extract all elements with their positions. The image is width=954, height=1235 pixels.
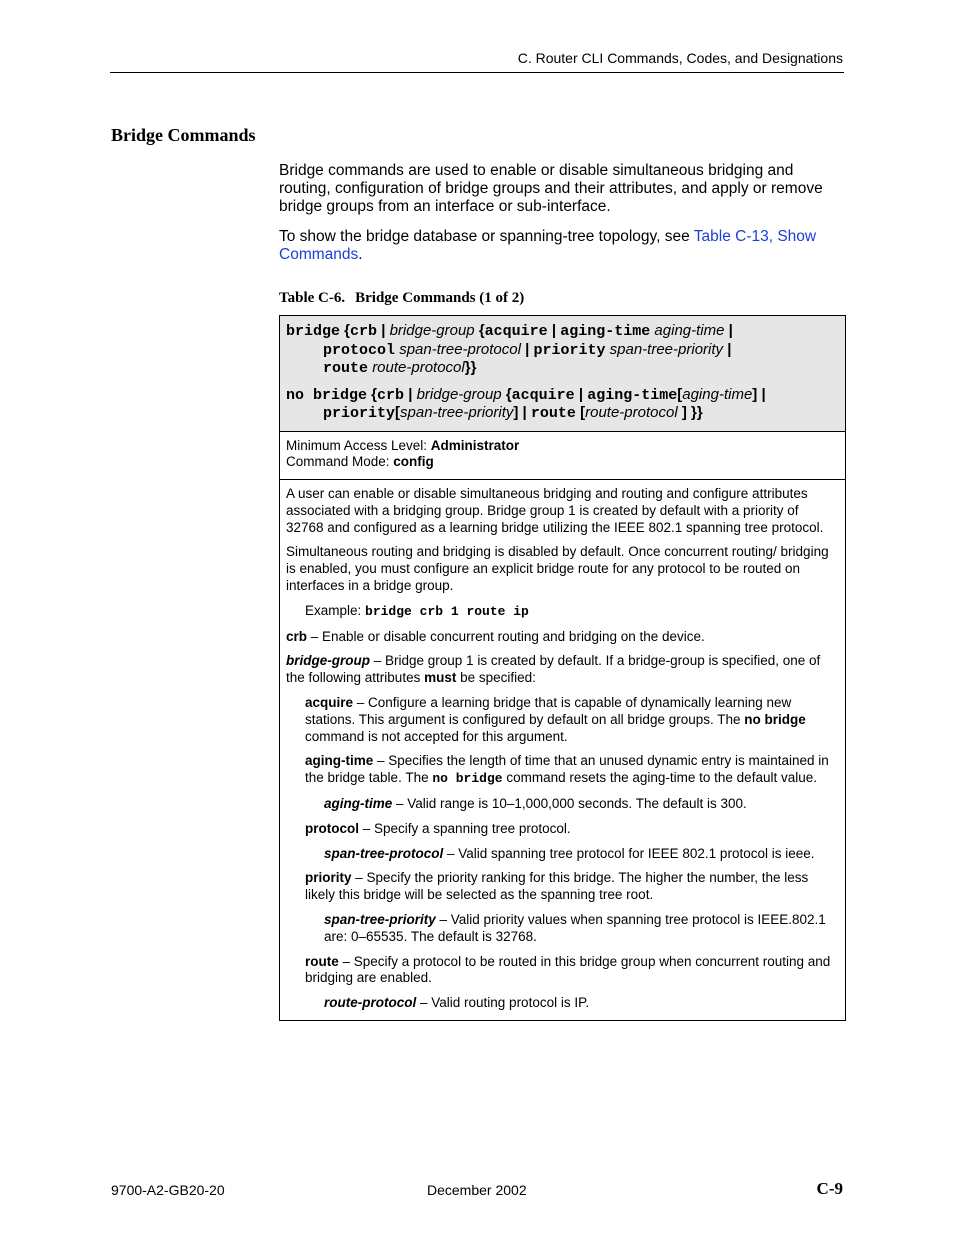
kw-crb: crb bbox=[350, 323, 378, 340]
desc-paragraph-2: Simultaneous routing and bridging is disabled by default. Once concurrent routing/ bridging is enabled, you must configure an explicit bridge route for any protocol to be routed on interfaces in a bridge group. bbox=[286, 544, 829, 594]
def-aging-time bbox=[305, 753, 839, 788]
def-acquire bbox=[305, 695, 839, 745]
intro-2-end: . bbox=[358, 246, 363, 263]
kw-bridge: bridge bbox=[286, 323, 341, 340]
def-text-end: command resets the aging-time to the default value. bbox=[502, 770, 817, 786]
term-span-tree-priority: span-tree-priority bbox=[324, 912, 436, 928]
param-bridge-group: bridge-group bbox=[416, 385, 502, 403]
example-label: Example: bbox=[305, 602, 366, 618]
table-c13-link[interactable]: Table C-13, Show Commands bbox=[279, 228, 817, 263]
punct: | bbox=[377, 322, 390, 339]
punct: [ bbox=[575, 404, 586, 421]
table-caption-number: Table C-6. bbox=[279, 290, 346, 306]
code-no-bridge: no bridge bbox=[432, 771, 503, 787]
term-aging-time: aging-time bbox=[305, 753, 374, 769]
kw-route: route bbox=[530, 405, 576, 422]
def-bridge-group bbox=[286, 653, 839, 687]
punct: ] }} bbox=[677, 404, 703, 421]
kw-crb: crb bbox=[377, 386, 405, 404]
term-acquire: acquire bbox=[305, 695, 354, 711]
intro-paragraph-1: Bridge commands are used to enable or disable simultaneous bridging and routing, configuration of bridge groups and their attributes, and apply or remove bridge groups from an interface or sub-interface. bbox=[279, 162, 823, 215]
term-span-tree-protocol: span-tree-protocol bbox=[324, 845, 444, 861]
term-route-protocol: route-protocol bbox=[324, 995, 417, 1011]
kw-aging-time: aging-time bbox=[587, 386, 678, 404]
def-text: – Specifies the length of time that an unused dynamic entry is maintained in the bridge table. The bbox=[305, 753, 829, 786]
example bbox=[305, 603, 839, 621]
kw-protocol: protocol bbox=[323, 341, 396, 359]
access-level-label: Minimum Access Level: bbox=[286, 437, 431, 453]
param-bridge-group: bridge-group bbox=[389, 322, 475, 339]
def-text: – Specify a spanning tree protocol. bbox=[359, 820, 571, 836]
emphasis-must: must bbox=[424, 670, 457, 686]
punct: { bbox=[340, 322, 351, 339]
param-span-tree-priority: span-tree-priority bbox=[400, 404, 514, 421]
def-priority bbox=[305, 870, 839, 904]
intro-2-text: To show the bridge database or spanning-tree topology, see bbox=[279, 228, 694, 245]
param-aging-time: aging-time bbox=[682, 385, 753, 403]
syntax-cell bbox=[280, 316, 845, 432]
punct: | bbox=[547, 322, 561, 339]
table-caption-title: Bridge Commands (1 of 2) bbox=[355, 290, 525, 306]
header-rule bbox=[110, 72, 844, 73]
def-text-end: be specified: bbox=[456, 670, 536, 686]
punct: | bbox=[723, 340, 732, 358]
section-title: Bridge Commands bbox=[111, 125, 256, 145]
param-route-protocol: route-protocol bbox=[372, 359, 465, 376]
punct: ] | bbox=[513, 404, 531, 421]
kw-no-bridge: no bridge bbox=[286, 386, 368, 404]
intro-text bbox=[279, 162, 839, 276]
def-text: – Valid routing protocol is IP. bbox=[416, 995, 590, 1011]
punct: }} bbox=[464, 359, 477, 376]
command-mode-value: config bbox=[393, 454, 434, 470]
kw-acquire: acquire bbox=[511, 386, 575, 404]
def-text: – Valid priority values when spanning tree protocol is IEEE.802.1 are: 0–65535. The default is 32768. bbox=[324, 912, 826, 944]
term-aging-time-param: aging-time bbox=[324, 796, 393, 812]
footer-doc-number: 9700-A2-GB20-20 bbox=[111, 1182, 225, 1198]
kw-aging-time: aging-time bbox=[560, 323, 651, 340]
term-crb: crb bbox=[286, 628, 308, 644]
def-text-end: command is not accepted for this argument. bbox=[305, 728, 568, 744]
punct: { bbox=[367, 385, 378, 403]
term-protocol: protocol bbox=[305, 820, 359, 836]
syntax-no-line-2 bbox=[286, 404, 839, 423]
def-text: – Configure a learning bridge that is capable of dynamically learning new stations. This argument is configured by default on all bridge groups. The bbox=[305, 695, 792, 727]
def-text: – Bridge group 1 is created by default. If a bridge-group is specified, one of the following attributes bbox=[286, 653, 821, 686]
def-route-protocol bbox=[324, 995, 839, 1012]
access-level-value: Administrator bbox=[430, 437, 520, 453]
def-aging-time-value bbox=[324, 796, 839, 813]
punct: { bbox=[474, 322, 485, 339]
access-cell bbox=[280, 432, 845, 481]
command-mode bbox=[286, 454, 839, 471]
bridge-commands-table bbox=[279, 315, 846, 1021]
def-span-tree-priority bbox=[324, 912, 839, 946]
def-route bbox=[305, 954, 839, 988]
command-mode-label: Command Mode: bbox=[286, 454, 394, 470]
def-text: – Valid spanning tree protocol for IEEE 802.1 protocol is ieee. bbox=[443, 845, 815, 861]
punct: | bbox=[574, 385, 588, 403]
def-protocol bbox=[305, 821, 839, 838]
punct: { bbox=[501, 385, 512, 403]
running-header: C. Router CLI Commands, Codes, and Designations bbox=[517, 50, 843, 66]
footer-page-number: C-9 bbox=[816, 1179, 843, 1198]
syntax-no-line-1 bbox=[286, 386, 839, 405]
def-text: – Specify a protocol to be routed in this bridge group when concurrent routing and bridging are enabled. bbox=[305, 953, 831, 986]
punct: | bbox=[724, 322, 733, 339]
def-span-tree-protocol bbox=[324, 846, 839, 863]
syntax-line-3 bbox=[286, 359, 839, 378]
syntax-line-2 bbox=[286, 341, 839, 360]
footer-date: December 2002 bbox=[427, 1182, 527, 1198]
def-text: – Valid range is 10–1,000,000 seconds. The default is 300. bbox=[392, 796, 747, 812]
param-span-tree-priority: span-tree-priority bbox=[609, 340, 724, 358]
def-text: – Specify the priority ranking for this bridge. The higher the number, the less likely this bridge will be selected as the spanning tree root. bbox=[305, 870, 809, 903]
kw-route: route bbox=[323, 360, 369, 377]
punct: [ bbox=[677, 385, 683, 403]
punct: | bbox=[520, 340, 534, 358]
term-bridge-group: bridge-group bbox=[286, 653, 370, 669]
term-route: route bbox=[305, 953, 339, 969]
kw-acquire: acquire bbox=[484, 323, 548, 340]
term-no-bridge: no bridge bbox=[744, 711, 806, 727]
punct: [ bbox=[395, 404, 401, 421]
example-code: bridge crb 1 route ip bbox=[365, 603, 529, 619]
kw-priority: priority bbox=[533, 341, 606, 359]
def-crb bbox=[286, 629, 839, 646]
syntax-line-1 bbox=[286, 322, 839, 341]
param-route-protocol: route-protocol bbox=[585, 404, 678, 421]
desc-paragraph-1: A user can enable or disable simultaneous bridging and routing and configure attributes associated with a bridging group. Bridge group 1 is created by default with a priority of 32768 and configured as a learning bridge utilizing the IEEE 802.1 spanning tree protocol. bbox=[286, 486, 824, 535]
punct: ] | bbox=[752, 385, 766, 403]
table-caption bbox=[279, 290, 524, 307]
param-span-tree-protocol: span-tree-protocol bbox=[399, 340, 521, 358]
kw-priority: priority bbox=[323, 405, 396, 422]
term-priority: priority bbox=[305, 870, 352, 886]
def-text: – Enable or disable concurrent routing and bridging on the device. bbox=[307, 628, 705, 644]
description-cell bbox=[280, 480, 845, 1020]
intro-paragraph-2 bbox=[279, 228, 839, 264]
param-aging-time: aging-time bbox=[654, 322, 725, 339]
punct: | bbox=[404, 385, 417, 403]
access-level bbox=[286, 438, 839, 455]
